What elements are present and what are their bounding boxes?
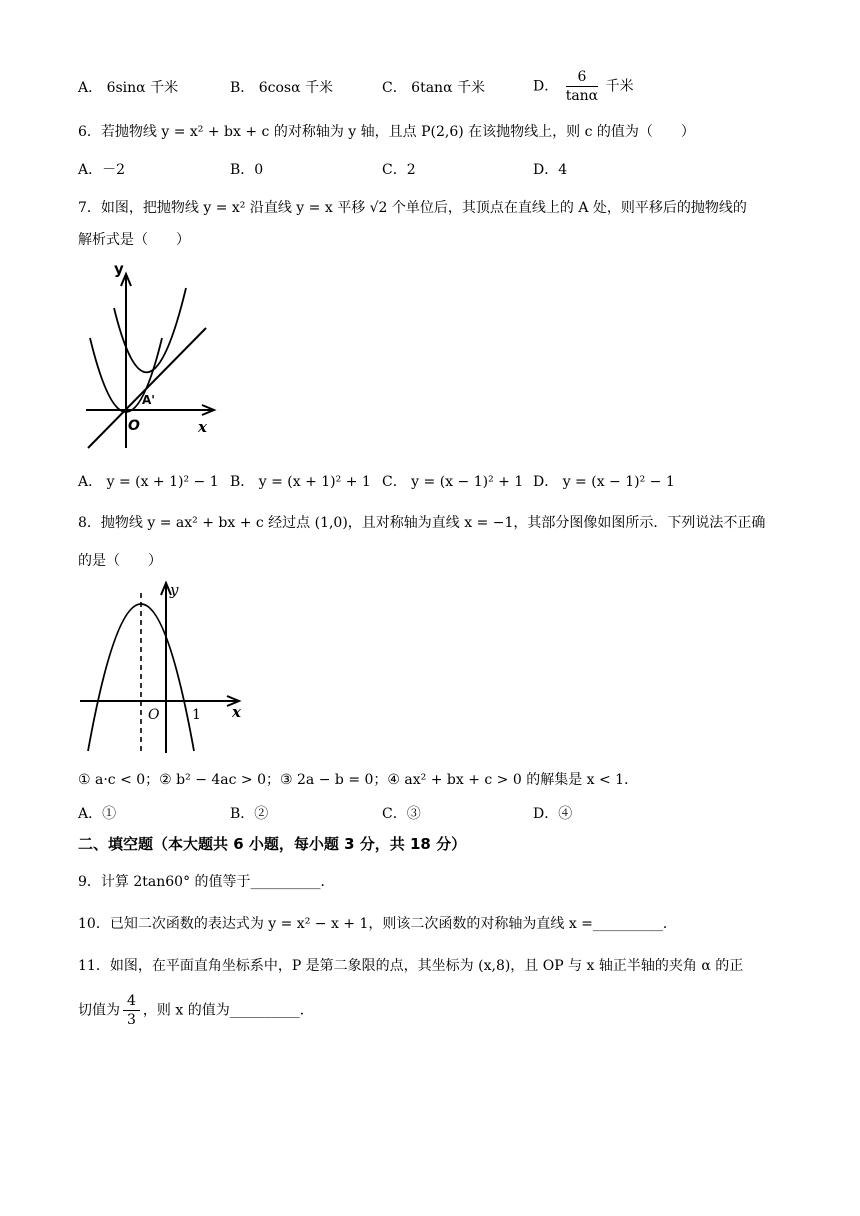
q5-option-b: B． 6cosα 千米 [230, 80, 334, 96]
q7-x-label: x [198, 418, 207, 436]
q8-one-label: 1 [192, 707, 201, 723]
q8-option-d: D．④ [533, 806, 573, 822]
q7-text-line2: 解析式是（ ） [78, 232, 190, 248]
q9-text: 9．计算 2tan60° 的值等于__________． [78, 874, 335, 890]
q7-origin-label: O [128, 418, 140, 434]
section-heading-fill-in: 二、填空题（本大题共 6 小题，每小题 3 分，共 18 分） [78, 835, 467, 853]
q7-text-line1: 7．如图，把抛物线 y = x² 沿直线 y = x 平移 √2 个单位后，其顶点在直线上的 A 处，则平移后的抛物线的 [78, 200, 747, 216]
q8-text-line1: 8．抛物线 y = ax² + bx + c 经过点 (1,0)，且对称轴为直线 x = −1，其部分图像如图所示．下列说法不正确 [78, 515, 766, 531]
q6-option-d: D．4 [533, 162, 568, 178]
q11-fraction: $\frac{4}{3}$ [123, 992, 140, 1029]
q8-statements: ① a·c < 0；② b² − 4ac > 0；③ 2a − b = 0；④ ax² + bx + c > 0 的解集是 x < 1． [78, 772, 639, 788]
q7-y-label: y [114, 260, 124, 278]
q11-text-line2: 切值为 $\frac{4}{3}$ ，则 x 的值为__________． [78, 993, 314, 1028]
q8-text-line2: 的是（ ） [78, 553, 162, 569]
q8-option-b: B．② [230, 806, 269, 822]
q5-option-d: D． $\frac{6}{\tan\alpha}$ 千米 [533, 69, 634, 104]
q10-text: 10．已知二次函数的表达式为 y = x² − x + 1，则该二次函数的对称轴为直线 x =__________． [78, 916, 677, 932]
q7-option-a: A． y = (x + 1)² − 1 [78, 474, 219, 490]
q5-option-d-fraction: $\frac{6}{\tan\alpha}$ [565, 69, 599, 104]
q7-option-b: B． y = (x + 1)² + 1 [230, 474, 371, 490]
q7-figure [78, 258, 223, 453]
q5-option-a: A． 6sinα 千米 [78, 80, 179, 96]
q6-option-b: B．0 [230, 162, 264, 178]
q6-option-c: C．2 [382, 162, 416, 178]
q8-y-label: y [170, 581, 179, 599]
q7-option-d: D． y = (x − 1)² − 1 [533, 474, 675, 490]
q6-option-a: A．－2 [78, 162, 126, 178]
q5-option-c: C． 6tanα 千米 [382, 80, 485, 96]
q7-option-c: C． y = (x − 1)² + 1 [382, 474, 524, 490]
q7-point-a-label: A' [142, 393, 155, 407]
q6-text: 6．若抛物线 y = x² + bx + c 的对称轴为 y 轴，且点 P(2,6) 在该抛物线上，则 c 的值为（ ） [78, 124, 695, 140]
q11-text-line1: 11．如图，在平面直角坐标系中，P 是第二象限的点，其坐标为 (x,8)，且 OP 与 x 轴正半轴的夹角 α 的正 [78, 958, 744, 974]
q8-option-a: A．① [78, 806, 117, 822]
q8-figure [78, 575, 248, 755]
q8-origin-label: O [148, 707, 160, 723]
q8-x-label: x [232, 703, 241, 721]
q8-option-c: C．③ [382, 806, 421, 822]
